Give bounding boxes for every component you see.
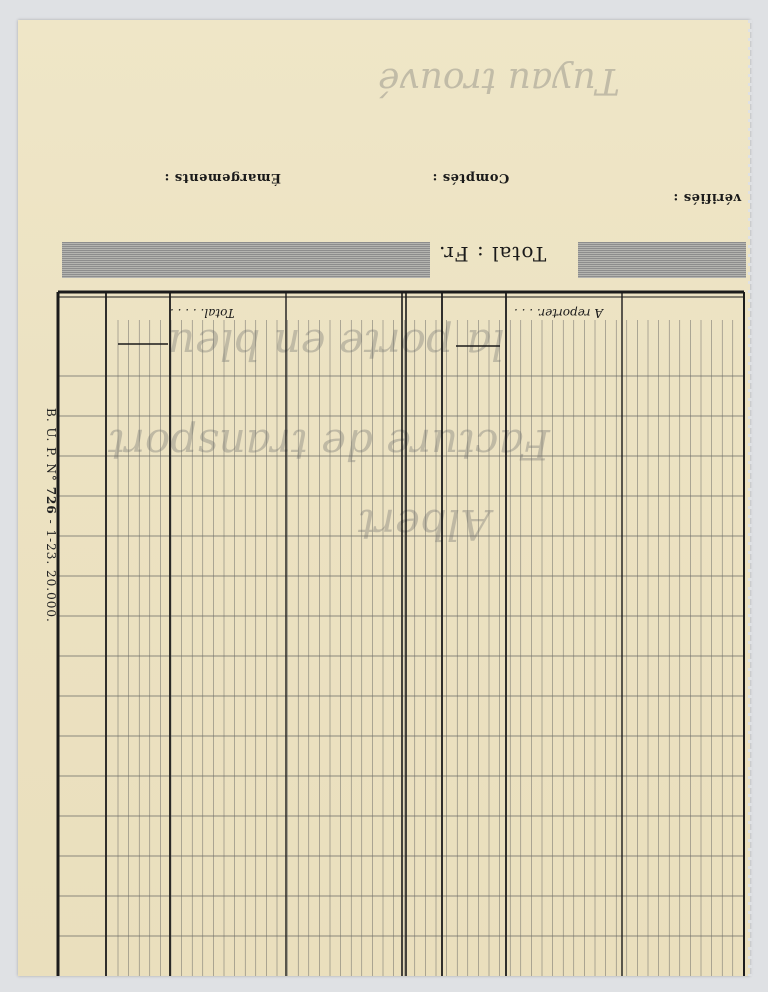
total-row-label: Total. . . . . bbox=[170, 306, 235, 320]
form-reference-number: 726 bbox=[44, 486, 58, 515]
ledger-grid bbox=[18, 20, 750, 976]
total-francs-label: Total : Fr. bbox=[438, 242, 547, 266]
ledger-form-sheet bbox=[18, 20, 750, 976]
pencil-signature-4: Albert bbox=[358, 500, 491, 549]
verified-label: vérifiés : bbox=[673, 190, 742, 205]
form-reference bbox=[44, 408, 58, 623]
accounts-label: Comptés : bbox=[432, 170, 510, 185]
carry-forward-label: A reporter. . . . bbox=[514, 306, 604, 320]
form-reference-separator: - bbox=[44, 514, 58, 530]
pencil-signature-2: la porte en bleu bbox=[168, 320, 505, 369]
pencil-signature-1: Tuyau trouvé bbox=[378, 60, 620, 101]
signatures-label: Émargements : bbox=[164, 170, 281, 185]
pencil-signature-3: Facture de transport bbox=[108, 420, 550, 469]
form-reference-prefix: B. U. P. N° bbox=[44, 408, 58, 482]
form-reference-suffix: 1-23. 20.000. bbox=[44, 529, 58, 623]
